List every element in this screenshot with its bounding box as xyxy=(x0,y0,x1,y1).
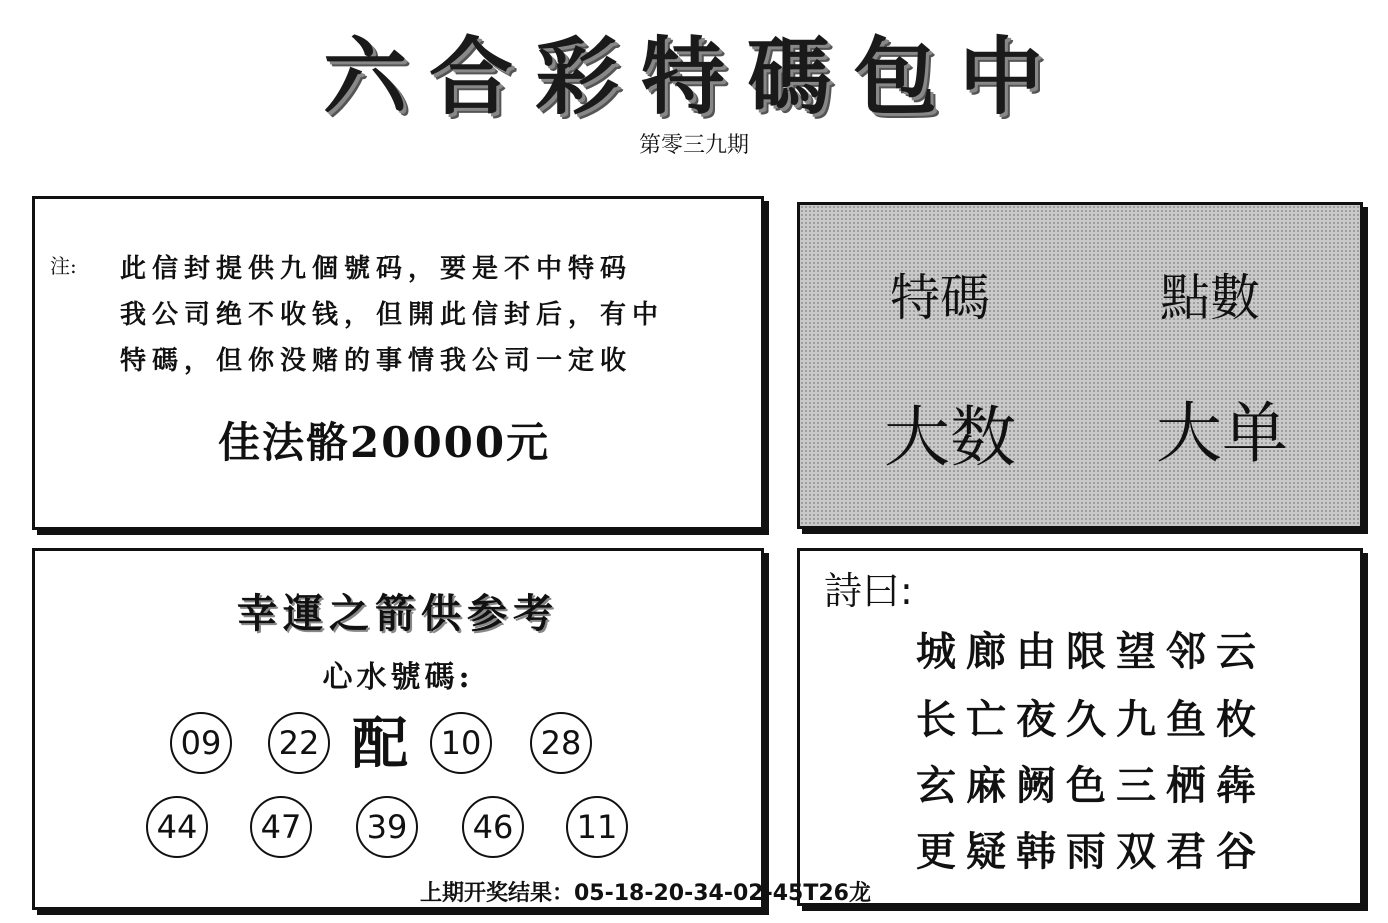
number-ball: 10 xyxy=(430,712,492,774)
special-label-dianshu: 點數 xyxy=(1160,269,1260,327)
number-ball: 28 xyxy=(530,712,592,774)
prize-text: 佳法骼20000元 xyxy=(218,418,551,467)
poem-label: 詩曰: xyxy=(824,569,913,613)
page-title: 六合彩特碼包中 xyxy=(322,27,1065,126)
notice-label: 注: xyxy=(50,254,77,278)
previous-result: 上期开奖结果：05-18-20-34-02-45T26龙 xyxy=(420,881,871,906)
number-ball: 47 xyxy=(250,796,312,858)
poem-line-4: 更疑韩雨双君谷 xyxy=(916,828,1266,875)
lucky-subtitle: 心水號碼: xyxy=(322,660,474,695)
number-ball: 09 xyxy=(170,712,232,774)
poem-line-3: 玄麻阙色三栖犇 xyxy=(916,762,1266,809)
issue-number: 第零三九期 xyxy=(638,133,749,158)
notice-line-3: 特碼，但你没赌的事情我公司一定收 xyxy=(120,346,633,376)
special-value-size: 大数 xyxy=(884,399,1016,476)
notice-line-2: 我公司绝不收钱，但開此信封后，有中 xyxy=(120,300,665,330)
special-label-tema: 特碼 xyxy=(890,269,990,327)
number-ball: 46 xyxy=(462,796,524,858)
number-ball: 22 xyxy=(268,712,330,774)
notice-line-1: 此信封提供九個號码，要是不中特码 xyxy=(120,254,633,284)
lucky-title: 幸運之箭供参考 xyxy=(237,590,559,637)
poem-line-2: 长亡夜久九鱼枚 xyxy=(916,696,1266,743)
poem-line-1: 城廊由限望邻云 xyxy=(916,628,1266,675)
number-ball: 11 xyxy=(566,796,628,858)
special-box xyxy=(797,202,1363,529)
number-ball: 44 xyxy=(146,796,208,858)
special-value-parity: 大单 xyxy=(1156,395,1288,472)
number-ball: 39 xyxy=(356,796,418,858)
pei-character: 配 xyxy=(352,711,408,777)
